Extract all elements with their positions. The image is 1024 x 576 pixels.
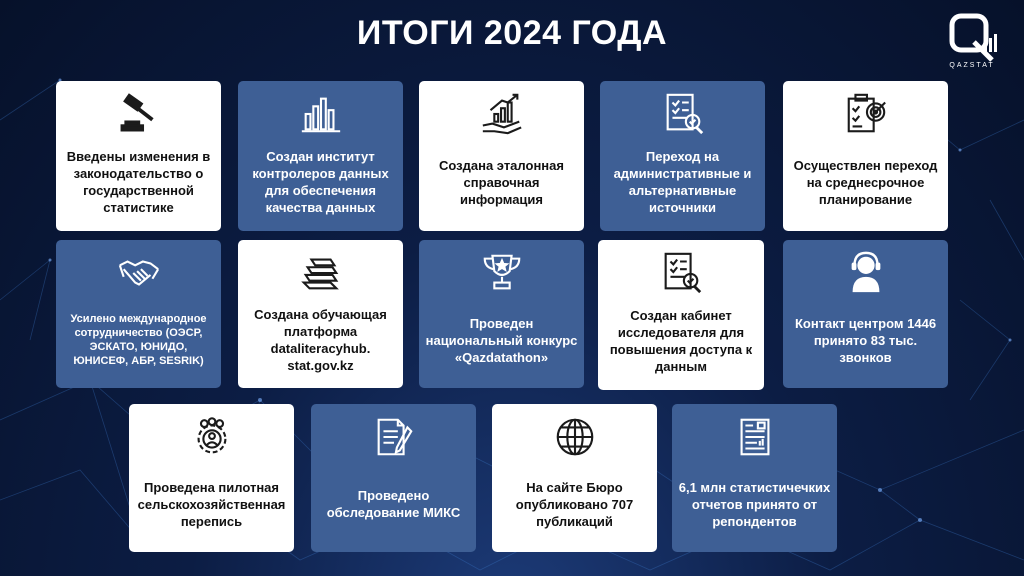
card-text: Проведена пилотная сельскохозяйственная перепись	[137, 479, 286, 529]
card-learning-platform	[238, 240, 403, 388]
card-text: Усилено международное сотрудничество (ОЭСР, ЭСКАТО, ЮНИДО, ЮНИСЕФ, АБР, SESRIK)	[70, 313, 207, 367]
card-text: Создан институт контролеров данных для обеспечения качества данных	[252, 149, 389, 215]
card-data-controllers	[238, 81, 403, 231]
checklist-magnifier-icon	[653, 87, 713, 141]
trophy-icon	[472, 246, 532, 300]
card-legislation	[56, 81, 221, 231]
checklist-magnifier-icon	[651, 246, 711, 300]
card-text: Создан кабинет исследователя для повышения доступа к данным	[609, 308, 753, 374]
card-text: Проведено обследование МИКС	[326, 488, 461, 520]
qazstat-logo-icon	[946, 12, 998, 64]
card-text: Введены изменения в законодательство о государственной статистике	[66, 149, 211, 215]
document-pen-icon	[364, 410, 424, 464]
card-text: Осуществлен переход на среднесрочное планирование	[793, 157, 938, 207]
card-contact-center	[783, 240, 948, 388]
card-mics	[311, 404, 476, 552]
clipboard-target-icon	[836, 87, 896, 141]
card-publications	[492, 404, 657, 552]
card-text: Проведен национальный конкурс «Qazdatathon»	[425, 315, 578, 365]
card-admin-sources	[600, 81, 765, 231]
card-international	[56, 240, 221, 388]
card-qazdatathon	[419, 240, 584, 388]
card-researcher-cabinet	[598, 240, 764, 390]
logo-text: QAZSTAT	[949, 62, 995, 69]
card-text: 6,1 млн статистичечких отчетов принято от репондентов	[678, 479, 831, 529]
card-reports	[672, 404, 837, 552]
card-text: На сайте Бюро опубликовано 707 публикаций	[515, 479, 634, 529]
card-reference-info	[419, 81, 584, 231]
bar-chart-icon	[291, 87, 351, 141]
card-text: Переход на административные и альтернативные источники	[613, 149, 752, 215]
card-text: Контакт центром 1446 принято 83 тыс. звонков	[794, 315, 937, 365]
gavel-icon	[109, 87, 169, 141]
card-text: Создана эталонная справочная информация	[439, 157, 564, 207]
headset-operator-icon	[836, 246, 896, 300]
handshake-icon	[109, 246, 169, 300]
growth-hand-icon	[472, 87, 532, 141]
globe-icon	[545, 410, 605, 464]
report-document-icon	[725, 410, 785, 464]
card-text: Создана обучающая платформа dataliteracyhub. stat.gov.kz	[254, 307, 387, 373]
books-icon	[291, 246, 351, 300]
team-gear-icon	[182, 410, 242, 464]
page-title: ИТОГИ 2024 ГОДА	[356, 14, 668, 52]
card-planning	[783, 81, 948, 231]
card-agri-census	[129, 404, 294, 552]
